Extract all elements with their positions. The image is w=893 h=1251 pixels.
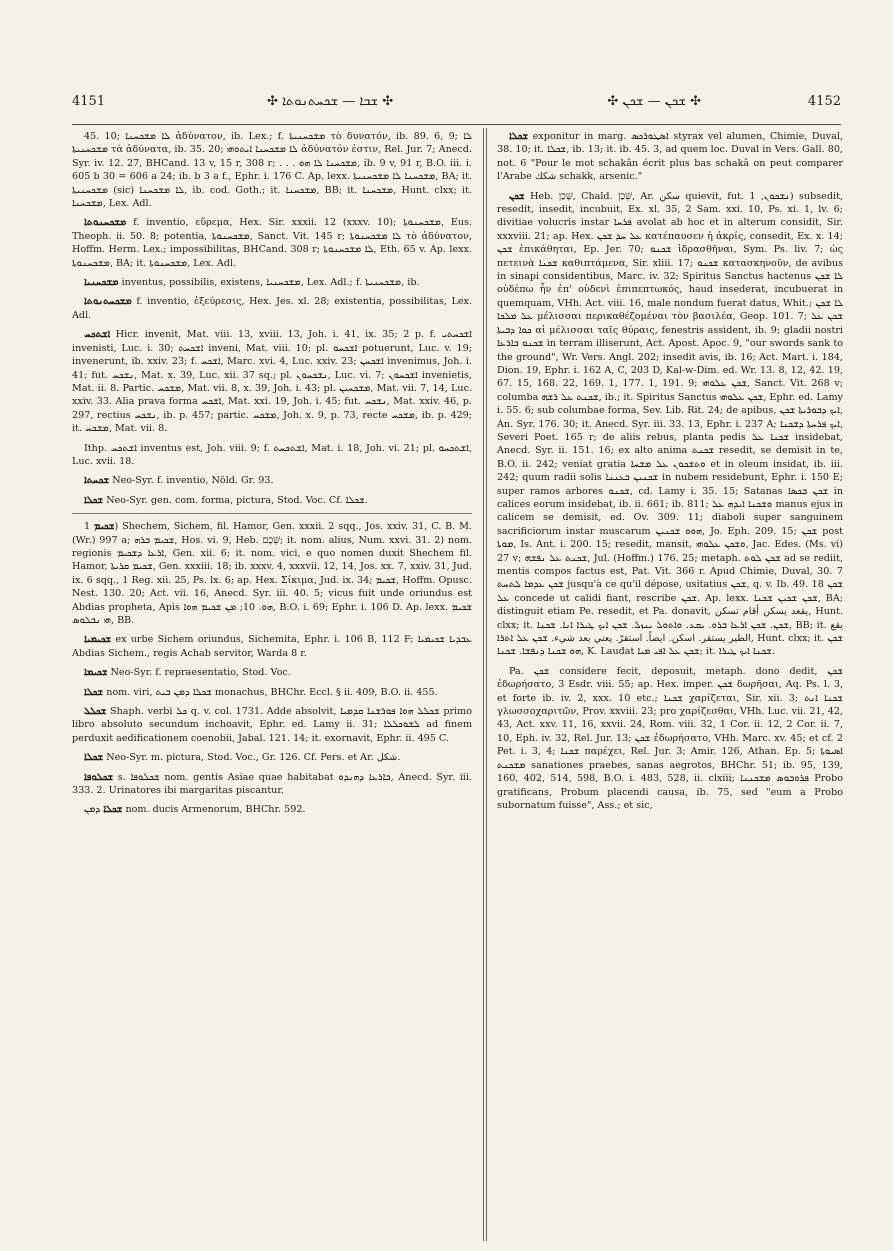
entry-text: Heb. שָׁכַן, Chald. שְׁכַן, Ar. سكن quievit, fut. ܢܫܟܘܢ, 1) subsedit, resedit, insedit, incubuit, Ex. xl. 35, 2 Sam. xxi. 10, Ps. xi. 1, lv. 6; divitiae volucris instar ܦܪܚܐ avolat ab hoc et in alterum considit, Sir. xxxviii. 21; ap. Hex. ܥܠ ܚܕ ܫܟܢ κατέπαυσεν ἡ ἀκρίς, consedit, Ex. x. 14; ܫܟܢ ἐπικάθηται, Ep. Jer. 70; ܫܟܢܘ ἱδρασθῆναι, Sym. Ps. liv. 7; ὡς πετεινὰ ܫܟܢܐ καθιπτάμενα, Sir. xliii. 17; ܫܟܢܘ κατασκηνοῦν, de avibus in sinapi considentibus, Marc. iv. 32; Spiritus Sanctus hactenus ܠܐ ܫܟܢ οὐδέπω ἦν ἐπ' οὐδενὶ ἐπιπεπτωκός, haud insederat, incubuerat in quemquam, VHh. Act. viii. 16, male nondum fuerat datus, Whit.; ܠܐ ܫܟܢ ܥܠ ܡܠܟܐ μέλισσαι περικαθέζομέναι τὸν βασιλέα, Geop. 101. 7; ܫܟܢ ܥܠ ܟܘܐ ܕܒܝܬܐ αἱ μέλισσαι ταῖς θύραις, fenestris assident, ib. 9; gladii nostri ܫܟܢܘ ܒܐܪܥܐ in terram illiserunt, Act. Apost. Apoc. 9, "our swords sank to the ground", Wr. Vers. Angl. 202; insedit avis, ib. 16; Act. Mart. i. 184, Dion. 19, Ephr. i. 162 A, C, 203 D, Kal-w-Dim. ed. Wr. 13. 8, 12, 42. 19, 67. 15, 168. 22, 169. 1, 177. 1, 191. 9; ܫܟܢ ܥܠܘܗܝ, Sanct. Vit. 268 v; columba ܫܟܢܬ ܥܠ ܪܫܗ, ib.; it. Spiritus Sanctus ܫܟܢ ܥܠܘܗܝ, Ephr. ed. Lamy i. 55. 6; sub columbae forma, Sev. Lib. Rit. 24; de apibus, ܐܝܟ ܕܒܘܪܝܬܐ ܫܟܢ, An. Syr. 176. 30; it. Anecd. Syr. iii. 33. 13, Ephr. i. 237 A; ܐܝܟ ܦܪܚܬܐ ܕܫܟܢܐ, Severi Poet. 165 r; de aliis rebus, planta pedis ܫܟܢܐ ܥܠ insidebat, Anecd. Syr. ii. 151. 16; ex alto anima ܫܟܢܬ resedit, se demisit in te, B.O. ii. 242; veniat gratia ܘܬܫܟܘܢ ܥܠ ܡܫܚܐ et in oleum insidat, ib. iii. 242; quum radii solis ܫܟܢܝܢ ܒܥܢܢܐ in nubem residebunt, Ephr. i. 150 E; super ramos arbores ܫܟܢܘ, cd. Lamy i. 35. 15; Satanas ܫܟܢ ܒܟܣܐ in calices eorum insidebat, ib. ii. 661; ib. 811; ܘܫܟܢܐ ܐܝܕܗ ܥܠ manus ejus in calicem se demisit, ed. Ov. 309. 11; diaboli super sanguinem sacrificiorum instar muscarum ܗܘܘ ܫܟܢܝܢ, Jo. Eph. 209. 15; ܫܟܢ post ܡܘܬܐ, Is. Ant. i. 200. 15; resedit, mansit, ܘܫܟܢ ܥܠܘܗܝ, Jac. Edes. (Ms. vi) 27 v; ܫܟܢܬ ܥܠ ܢܦܫܗ, Jul. (Hoffm.) 176. 25; metaph. ܫܟܢ ܠܘܬ ad se rediit, mentis compos factus est, Pat. Vit. 366 r. Apud Chimie, Duval, 30. 7 ܫܟܢ ܥܕܡܐ ܠܬܚܬ jusqu'à ce qu'il dépose, usitatius ܫܟܢ, q. v. Ib. 49. 18 ܫܟܢ ܥܠ concede ut calidi fiant, rescribe ܫܟܢ. Ap. lexx. ܫܟܢ ܫܟܝܢ ܫܟܢܐ, BA; distinguit etiam Pe. resedit, et Pa. donavit, يقعد يسكن أقام تسكن, Hunt. clxx; it. ܫܟܢ. ܫܟܢ ܐܪܥܐ ܒܪܘ. ܝܩܥ. ܘܐܬܘܠ ܝܢܙܠ. ܫܟܢ ܐܝܟ ܛܝܪܐ ܐܢܐ. ܫܟܢܐ, BB; it. يقع الطير يستقر. اسكن. ايضاً. استقرّ. يعني بعد شيء. ܫܟܢ ܥܠ ܐܬܪܐ, Hunt. clxx; it. ܫܟܢ ܗܘ ܫܟܢܐ ܕܢܦܫܐ. ܫܟܢܐ, K. Laudat ܫܟܢ ܥܠ ܐܦܝ ܡܝܐ; it. ܫܟܢܐ ܐܝܟ ܛܝܪܐ. [497, 190, 843, 658]
page-number-right: 4152 [807, 94, 841, 109]
dictionary-entry [497, 190, 843, 659]
dictionary-entry [72, 130, 472, 210]
entry-text: Neo-Syr. m. pictura, Stod. Voc., Gr. 126. Cf. Pers. et Ar. شكل. [106, 752, 401, 764]
dictionary-entry [72, 513, 472, 627]
entry-text: Neo-Syr. f. repraesentatio, Stod. Voc. [110, 667, 291, 679]
page-number-left: 4151 [72, 94, 106, 109]
dictionary-entry [72, 494, 472, 507]
entry-text: nom. viri, ܫܟܠܐ ܕܡܢ ܒܝܬ monachus, BHChr. Eccl. § ii. 409, B.O. ii. 455. [106, 686, 438, 698]
dictionary-entry [72, 276, 472, 289]
entry-headword: ܫܟܠܐ [84, 752, 104, 764]
entry-text: Ithp. ܐܫܬܟܚ inventus est, Joh. viii. 9; f. ܐܫܬܟܚܬ, Mat. i. 18, Joh. vi. 21; pl. ܐܫܬܟܚܘ, Luc. xvii. 18. [72, 442, 472, 467]
entry-headword: ܫܟܚܬܐ [84, 475, 110, 487]
entry-text: exponitur in marg. ܐܣܛܘܪܟܣ styrax vel alumen, Chimie, Duval, 38. 10; it. ܫܟܠܐ, ib. 13; it. ib. 45. 3, ad quem loc. Duval in Vers. Gall. 80, not. 6 "Pour le mot schakân écrit plus bas schakâ on peut comparer l'Arabe شكك schakk, arsenic." [497, 131, 843, 183]
entry-text: Neo-Syr. f. inventio, Nöld. Gr. 93. [112, 475, 274, 487]
entry-headword: ܫܟܝܡܐ [84, 667, 108, 679]
dictionary-entry [72, 328, 472, 435]
entry-headword: ܫܟܠܠ [84, 706, 107, 718]
dictionary-entry [72, 751, 472, 764]
entry-text: s. ܫܟܠܘܦܐ nom. gentis Asiae quae habitabat ܒܐܪܥܐ ܕܗܢܕܘ, Anecd. Syr. iii. 333. 2. Urinatores ibi margaritas piscantur. [72, 771, 472, 797]
entry-text: ex urbe Sichem oriundus, Sichemita, Ephr. i. 106 B, 112 F; ܥܒܕܝܐ ܫܟܝܡܝܐ Abdias Sichem., regis Achab servitor, Warda 8 r. [72, 634, 472, 659]
entry-headword: ܡܫܟܚܢܘܬܐ [84, 217, 127, 229]
dictionary-entry [72, 633, 472, 660]
left-column [72, 130, 472, 1240]
entry-headword: ܡܫܟܚܬܢܘܬܐ [84, 296, 132, 308]
entry-headword: ܫܟܠܘܦܐ [84, 771, 114, 783]
entry-headword: ܫܟܝܡܝܐ [84, 634, 112, 646]
entry-text: Pa. ܫܟܢ considere fecit, deposuit, metaph. dono dedit, ܫܟܢ ἐδωρήσατο, 3 Esdr. viii. 55; ap. Hex. imper. ܫܟܢ δωρῆσαι, Aq. Ps. l. 3, et forte ib. iv. 2, xxx. 10 etc.; ܫܟܢܐ χαρίζεται, Sir. xii. 3; ܫܟܢܐ ܐܢܬ γλωσσοχαριτῶν, Prov. xxviii. 23; pro χαρίζεσθαι, VHh. Luc. vii. 21, 42, 43, Act. xxv. 11, 16, xxvii. 24, Rom. viii. 32, 1 Cor. ii. 12, 2 Cor. ii. 7, 10, Eph. iv. 32, Rel. Jur. 13; ܫܟܢ ἐδωρήσατο, VHh. Marc. xv. 45; et cf. 2 Pet. i. 3, 4; ܫܟܢܐ παρέχει, Rel. Jur. 3; Amir. 126, Athan. Ep. 5; ܐܣܝܘܬܐ ܡܫܟܢܬ sanationes praebes, sanas aegrotos, BHChr. 51; ib. 95, 139, 160, 402, 514, 598, B.O. i. 483, 528, ii. clxiii; ܦܪܘܒܘܣ ܡܫܟܢܢܐ Probo gratificans, Probum placendi causa, ib. 75, sed "eum a Probo subornatum fuisse", Ass.; et sic, [497, 665, 843, 811]
entry-text: f. inventio, ἐξεύρεσις, Hex. Jes. xl. 28; existentia, possibilitas, Lex. Adl. [72, 296, 472, 321]
entry-text: ܕܡܢ nom. ducis Armenorum, BHChr. 592. [84, 804, 306, 816]
entry-headword: ܫܟܝܡ [94, 521, 115, 533]
entry-headword: ܫܟܠܐ [103, 804, 123, 816]
dictionary-entry [72, 803, 472, 816]
entry-text: f. inventio, εὕρεμα, Hex. Sir. xxxii. 12 (xxxv. 10); ܡܫܟܚܢܘܬܐ, Eus. Theoph. ii. 50. 8; potentia, ܡܫܟܚܢܘܬܐ, Sanct. Vit. 145 r; ܠܐ ܡܫܟܚܢܘܬܐ τὸ ἀδύνατον, Hoffm. Herm. Lex.; impossibilitas, BHCand. 308 r; ܠܐ ܡܫܟܚܢܘܬܐ, Eth. 65 v. Ap. lexx. ܡܫܟܚܢܘܬܐ, BA; it. ܡܫܟܚܢܘܬܐ, Lex. Adl. [72, 217, 472, 269]
entry-headword: ܡܫܟܚܢܝܐ [84, 277, 119, 289]
entry-headword: ܫܟܠܐ [509, 131, 529, 142]
entry-headword: ܐܫܬܟܚ [84, 329, 111, 341]
dictionary-entry [72, 771, 472, 798]
entry-text: 45. 10; ܠܐ ܡܫܟܚܢܐ ἀδύνατον, ib. Lex.; f. ܡܫܟܚܢܝܬܐ τὸ δυνατόν, ib. 89. 6, 9; ܠܐ ܡܫܟܚܢܝܬܐ τὰ ἀδύνατα, ib. 35. 20; ܠܐ ܡܫܟܚܢܐ ܐܝܬܘܗܝ ἀδύνατόν ἐστιν, Rel. Jur. 7; Anecd. Syr. iv. 12. 27, BHCand. 13 v, 15 r, 308 r; . . . ܡܫܟܚܢܐ ܠܐ ܗܘ, ib. 9 v, 91 r, B.O. iii. i. 605 b 30 = 606 a 24; ib. b 3 a f., Ephr. i. 176 C. Ap. lexx. ܡܫܟܚܢܐ ܠܐ ܡܫܟܚܢܝܬܐ, BA; it. ܡܫܟܚܢܝܬܐ (sic) ܠܐ ܡܫܟܚܢܐ, ib. cod. Goth.; it. ܡܫܟܚܢܐ, BB; it. ܡܫܟܚܢܐ, Hunt. clxx; it. ܡܫܟܚܢܐ, Lex. Adl. [72, 131, 472, 210]
header-rule [72, 124, 841, 125]
entry-text: inventus, possibilis, existens, ܡܫܟܚܢܝܐ, Lex. Adl.; f. ܡܫܟܚܢܝܬܐ, ib. [121, 277, 420, 289]
dictionary-entry [72, 442, 472, 469]
entry-text: Shaph. verbi ܟܠ q. v. col. 1731. Adde absolvit, ܫܟܠܠ ܗܘܐ ܦܘܪܫܢܐ ܩܕܡܝܐ primo libro absoluto secundum inchoavit, Ephr. ed. Lamy ii. 31; ܠܫܘܟܠܠܐ ad finem perduxit aedificationem coenobii, Jabal. 121. 14; it. exornavit, Ephr. ii. 495 C. [72, 706, 472, 744]
running-head-right: ✣ ܫܟܢ — ܫܟܢ ✣ [607, 94, 701, 109]
dictionary-entry [72, 474, 472, 487]
page-header [72, 94, 841, 116]
column-divider [483, 128, 487, 1241]
dictionary-entry [497, 130, 843, 184]
dictionary-entry [72, 666, 472, 679]
dictionary-entry [72, 686, 472, 699]
entry-headword: ܫܟܢ [509, 190, 525, 202]
dictionary-entry [72, 216, 472, 270]
right-column [497, 130, 843, 1240]
dictionary-entry [72, 295, 472, 322]
entry-text: 1) Shechem, Sichem, fil. Hamor, Gen. xxxii. 2 sqq., Jos. xxiv. 31, C. B. M. (Wr.) 997 a; ܫܟܝܡ ܒܪܗ, Hos. vi. 9, Heb. שְׁכֶם; it. nom. alius, Num. xxvi. 31. 2) nom. regionis ܐܪܥܐ ܕܫܟܝܡ, Gen. xii. 6; it. nom. vici, e quo nomen duxit Shechem fil. Hamor, ܫܟܝܡ ܩܪܝܬܐ, Gen. xxxiii. 18; ib. xxxv. 4, xxxvii. 12, 14, Jos. xx. 7, xxiv. 31, Jud. ix. 6 sqq., 1 Reg. xii. 25, Ps. lx. 6; ap. Hex. Σίκιμα, Jud. ix. 34; ܫܟܝܡ, Hoffm. Opusc. Nest. 130. 20; Act. vii. 16, Anecd. Syr. iii. 40. 5; vicus fuit unde oriundus est Abdias propheta, Apis ܗܘ. 10; ܡܢ ܫܟܝܡ ܗܘܐ, B.O. i. 69; Ephr. i. 106 D. Ap. lexx. ܫܟܝܡ ܗܝ ܢܒܠܘܣ, BB. [72, 521, 472, 626]
entry-text: Neo-Syr. gen. com. forma, pictura, Stod. Voc. Cf. ܫܟܠܐ. [106, 494, 368, 506]
entry-headword: ܫܟܠܐ [84, 686, 104, 698]
entry-text: Hicr. invenit, Mat. viii. 13, xviii. 13, Joh. i. 41, ix. 35; 2 p. f. ܐܫܟܚܬܝ invenisti, Luc. i. 30; ܐܫܟܚܬ inveni, Mat. viii. 10; pl. ܐܫܟܚܘ potuerunt, Luc. v. 19; invenerunt, ib. xxiv. 23; f. ܐܫܟܚ, Marc. xvi. 4, Luc. xxiv. 23; ܐܫܟܚܢ invenimus, Joh. i. 41; fut. ܢܫܟܚ, Mat. x. 39, Luc. xii. 37 sq.; pl. ܢܫܟܚܘܢ, Luc. vi. 7; ܐܫܟܚܘܢ invenietis, Mat. ii. 8. Partic. ܡܫܟܚ, Mat. vii. 8, x. 39, Joh. i. 43; pl. ܡܫܟܚܝܢ, Mat. vii. 7, 14, Luc. xxiv. 33. Alia prava forma ܐܫܟܚ, Mat. xxi. 19, Joh. i. 45; fut. ܢܫܟܚ, Mat. xxiv. 46, p. 297, rectius ܢܫܟܚ, ib. p. 457; partic. ܡܫܟܚ, Joh. x. 9, p. 73, recte ܡܫܟܚ, ib. p. 429; it. ܡܫܟܚ, Mat. vii. 8. [72, 329, 472, 435]
dictionary-entry [497, 665, 843, 812]
running-head-left: ✣ ܫܒܐ — ܫܟܚܬܢܘܬܐ ✣ [267, 94, 394, 109]
entry-headword: ܫܟܠܐ [84, 494, 104, 506]
dictionary-entry [72, 705, 472, 745]
